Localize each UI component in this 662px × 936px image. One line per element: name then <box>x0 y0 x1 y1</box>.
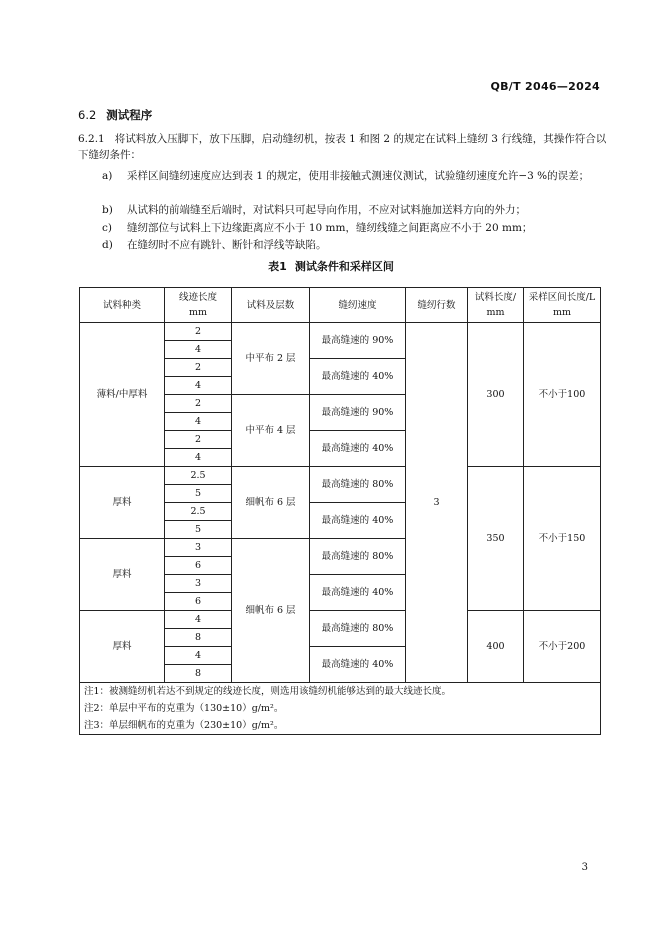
stitch-length-cell: 8 <box>165 629 232 647</box>
document-code: QB/T 2046—2024 <box>490 80 600 93</box>
col-header-material: 试料种类 <box>80 288 165 323</box>
stitch-length-cell: 4 <box>165 341 232 359</box>
col-header-sample-length: 试料长度/ mm <box>468 288 524 323</box>
list-label: d) <box>102 239 113 251</box>
col-header-interval-length: 采样区间长度/L mm <box>524 288 601 323</box>
sample-length-cell: 300 <box>468 323 524 467</box>
list-label: b) <box>102 204 113 216</box>
material-cell: 厚料 <box>80 467 165 539</box>
section-number: 6.2 <box>78 108 97 122</box>
sample-length-cell: 400 <box>468 611 524 683</box>
stitch-length-cell: 4 <box>165 377 232 395</box>
speed-cell: 最高缝速的 40% <box>310 503 406 539</box>
stitch-length-cell: 2.5 <box>165 467 232 485</box>
table-note-row <box>80 683 601 701</box>
table-number: 表1 <box>268 260 287 273</box>
speed-cell: 最高缝速的 90% <box>310 395 406 431</box>
stitch-length-cell: 4 <box>165 449 232 467</box>
stitch-length-cell: 5 <box>165 521 232 539</box>
clause-paragraph <box>78 131 608 163</box>
material-cell: 薄料/中厚料 <box>80 323 165 467</box>
stitch-length-cell: 2.5 <box>165 503 232 521</box>
speed-cell: 最高缝速的 40% <box>310 647 406 683</box>
speed-cell: 最高缝速的 40% <box>310 575 406 611</box>
col-header-fabric-layers: 试料及层数 <box>232 288 310 323</box>
speed-cell: 最高缝速的 80% <box>310 539 406 575</box>
page-number: 3 <box>581 862 588 873</box>
list-item-c <box>102 220 610 236</box>
list-item-b <box>102 202 610 218</box>
stitch-length-cell: 4 <box>165 413 232 431</box>
fabric-cell: 细帆布 6 层 <box>232 539 310 683</box>
table-title: 测试条件和采样区间 <box>294 260 394 273</box>
interval-cell: 不小于200 <box>524 611 601 683</box>
list-item-d <box>102 237 610 253</box>
list-label: c) <box>102 222 112 234</box>
interval-cell: 不小于150 <box>524 467 601 611</box>
stitch-length-cell: 3 <box>165 575 232 593</box>
list-text: 缝纫部位与试料上下边缘距离应不小于 10 mm，缝纫线缝之间距离应不小于 20 mm； <box>127 222 533 234</box>
speed-cell: 最高缝速的 80% <box>310 611 406 647</box>
stitch-length-cell: 6 <box>165 557 232 575</box>
speed-cell: 最高缝速的 90% <box>310 323 406 359</box>
table-note: 注3：单层细帆布的克重为（230±10）g/m²。 <box>80 717 601 735</box>
table-row <box>80 467 601 485</box>
table-caption <box>0 258 662 274</box>
col-header-speed: 缝纫速度 <box>310 288 406 323</box>
table-note-row <box>80 700 601 717</box>
stitch-length-cell: 4 <box>165 611 232 629</box>
list-text: 在缝纫时不应有跳针、断针和浮线等缺陷。 <box>127 239 327 251</box>
col-header-rows: 缝纫行数 <box>406 288 468 323</box>
stitch-length-cell: 5 <box>165 485 232 503</box>
material-cell: 厚料 <box>80 611 165 683</box>
table-note-row <box>80 717 601 735</box>
test-conditions-table <box>79 287 601 735</box>
list-text: 采样区间缝纫速度应达到表 1 的规定，使用非接触式测速仪测试，试验缝纫速度允许−3 %的误差； <box>127 170 590 182</box>
list-text: 从试料的前端缝至后端时，对试料只可起导向作用，不应对试料施加送料方向的外力； <box>127 204 526 216</box>
table-note: 注1：被测缝纫机若达不到规定的线迹长度，则选用该缝纫机能够达到的最大线迹长度。 <box>80 683 601 701</box>
speed-cell: 最高缝速的 40% <box>310 431 406 467</box>
stitch-length-cell: 2 <box>165 359 232 377</box>
stitch-length-cell: 3 <box>165 539 232 557</box>
sample-length-cell: 350 <box>468 467 524 611</box>
section-heading <box>78 107 152 123</box>
col-header-stitch-length: 线迹长度 mm <box>165 288 232 323</box>
fabric-cell: 中平布 4 层 <box>232 395 310 467</box>
stitch-length-cell: 6 <box>165 593 232 611</box>
interval-cell: 不小于100 <box>524 323 601 467</box>
list-item-a <box>102 168 610 184</box>
table-header-row <box>80 288 601 323</box>
fabric-cell: 细帆布 6 层 <box>232 467 310 539</box>
speed-cell: 最高缝速的 80% <box>310 467 406 503</box>
table-note: 注2：单层中平布的克重为（130±10）g/m²。 <box>80 700 601 717</box>
clause-text: 将试料放入压脚下，放下压脚，启动缝纫机，按表 1 和图 2 的规定在试料上缝纫 3 行线缝，其操作符合以下缝纫条件： <box>78 133 607 161</box>
section-title: 测试程序 <box>106 108 153 122</box>
table-row <box>80 611 601 629</box>
material-cell: 厚料 <box>80 539 165 611</box>
list-label: a) <box>102 170 113 182</box>
stitch-length-cell: 2 <box>165 395 232 413</box>
stitch-length-cell: 2 <box>165 431 232 449</box>
clause-number: 6.2.1 <box>78 133 105 145</box>
fabric-cell: 中平布 2 层 <box>232 323 310 395</box>
stitch-length-cell: 4 <box>165 647 232 665</box>
speed-cell: 最高缝速的 40% <box>310 359 406 395</box>
stitch-length-cell: 8 <box>165 665 232 683</box>
stitch-length-cell: 2 <box>165 323 232 341</box>
rows-cell: 3 <box>406 323 468 683</box>
table-row <box>80 323 601 341</box>
